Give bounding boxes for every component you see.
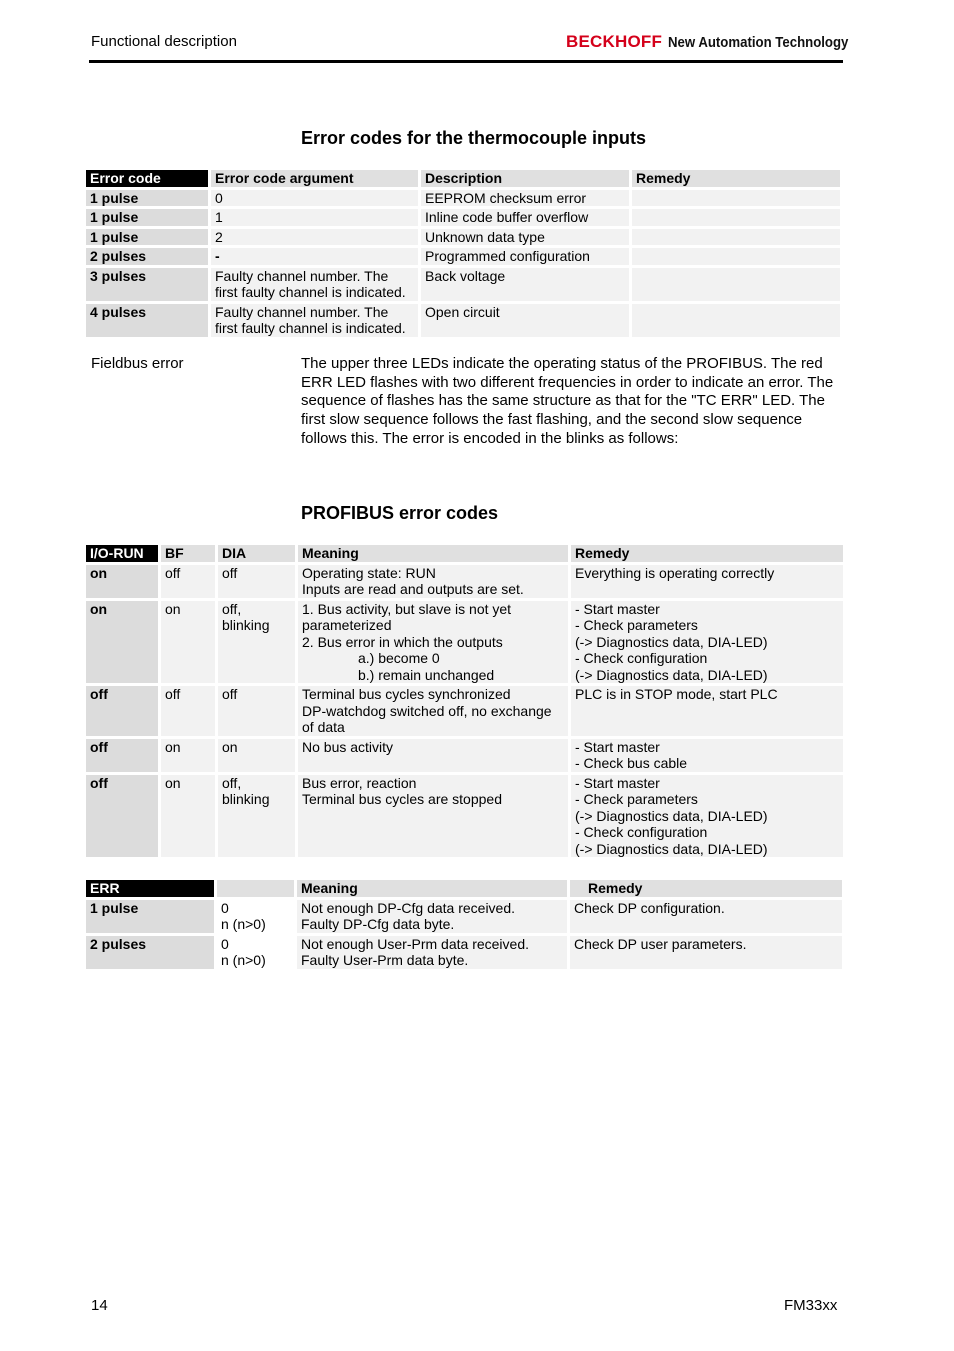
error-code-cell: 1 pulse [86, 209, 208, 226]
io-run-cell: off [86, 686, 158, 736]
table-header-row [86, 170, 840, 187]
remedy-cell: - Start master - Check parameters (-> Diagnostics data, DIA-LED) - Check configuration (-> Diagnostics data, DIA-LED) [571, 775, 843, 858]
col-header: Description [421, 170, 629, 187]
col-header: Error code argument [211, 170, 418, 187]
beckhoff-logo [566, 32, 873, 52]
argument-cell: 0 n (n>0) [217, 936, 294, 969]
table-row [86, 304, 840, 337]
io-run-cell: on [86, 601, 158, 684]
remedy-cell [632, 209, 840, 226]
profibus-section-title: PROFIBUS error codes [301, 503, 499, 523]
err-code-cell: 2 pulses [86, 936, 214, 969]
remedy-cell: - Start master - Check bus cable [571, 739, 843, 772]
bf-cell: on [161, 775, 215, 858]
err-code-cell: 1 pulse [86, 900, 214, 933]
argument-cell: - [211, 248, 418, 265]
description-cell: Unknown data type [421, 229, 629, 246]
table-header-row [86, 545, 843, 562]
col-header: Meaning [298, 545, 568, 562]
col-header: ERR [86, 880, 214, 897]
col-header: Remedy [570, 880, 842, 897]
remedy-cell [632, 268, 840, 301]
err-table [83, 877, 845, 972]
dia-cell: on [218, 739, 295, 772]
argument-cell: Faulty channel number. The first faulty channel is indicated. [211, 268, 418, 301]
meaning-cell: Not enough User-Prm data received. Faulty User-Prm data byte. [297, 936, 567, 969]
remedy-cell: Check DP configuration. [570, 900, 842, 933]
table-row [86, 936, 842, 969]
table-row [86, 190, 840, 207]
table-row [86, 268, 840, 301]
argument-cell: 0 [211, 190, 418, 207]
meaning-cell: 1. Bus activity, but slave is not yet parameterized 2. Bus error in which the outputs a.) become 0 b.) remain unchanged [298, 601, 568, 684]
error-code-cell: 1 pulse [86, 229, 208, 246]
col-header: Remedy [632, 170, 840, 187]
description-cell: Inline code buffer overflow [421, 209, 629, 226]
io-run-cell: off [86, 739, 158, 772]
dia-cell: off [218, 565, 295, 598]
logo-tagline: New Automation Technology [668, 34, 849, 51]
meaning-cell: Operating state: RUN Inputs are read and outputs are set. [298, 565, 568, 598]
dia-cell: off, blinking [218, 601, 295, 684]
io-run-cell: on [86, 565, 158, 598]
table-row [86, 739, 843, 772]
col-header: BF [161, 545, 215, 562]
meaning-cell: No bus activity [298, 739, 568, 772]
tc-section-title: Error codes for the thermocouple inputs [301, 128, 647, 148]
table-row [86, 229, 840, 246]
fieldbus-error-text: The upper three LEDs indicate the operating status of the PROFIBUS. The red ERR LED flashes with two different frequencies in order to indicate an error. The sequence of flashes has the same structure as that for the "TC ERR" LED. The first slow sequence follows the fast flashing, and the second slow sequence follows this. The error is encoded in the blinks as follows: [301, 355, 834, 447]
error-code-cell: 3 pulses [86, 268, 208, 301]
col-header: Remedy [571, 545, 843, 562]
col-header: DIA [218, 545, 295, 562]
header-rule [89, 60, 843, 63]
meaning-cell: Bus error, reaction Terminal bus cycles are stopped [298, 775, 568, 858]
table-row [86, 209, 840, 226]
error-code-cell: 2 pulses [86, 248, 208, 265]
bf-cell: on [161, 739, 215, 772]
io-run-cell: off [86, 775, 158, 858]
remedy-cell: Everything is operating correctly [571, 565, 843, 598]
remedy-cell: Check DP user parameters. [570, 936, 842, 969]
table-header-row [86, 880, 842, 897]
dia-cell: off, blinking [218, 775, 295, 858]
argument-cell: 0 n (n>0) [217, 900, 294, 933]
fieldbus-error-label: Fieldbus error [91, 355, 184, 372]
table-row [86, 565, 843, 598]
table-row [86, 686, 843, 736]
document-id: FM33xx [784, 1297, 838, 1314]
table-row [86, 601, 843, 684]
table-row [86, 900, 842, 933]
argument-cell: 1 [211, 209, 418, 226]
col-header: Meaning [297, 880, 567, 897]
remedy-cell [632, 248, 840, 265]
remedy-cell: PLC is in STOP mode, start PLC [571, 686, 843, 736]
meaning-cell: Terminal bus cycles synchronized DP-watchdog switched off, no exchange of data [298, 686, 568, 736]
error-code-cell: 1 pulse [86, 190, 208, 207]
profibus-error-table [83, 542, 846, 860]
remedy-cell [632, 229, 840, 246]
tc-error-table [83, 167, 843, 340]
error-code-cell: 4 pulses [86, 304, 208, 337]
meaning-cell: Not enough DP-Cfg data received. Faulty DP-Cfg data byte. [297, 900, 567, 933]
argument-cell: Faulty channel number. The first faulty channel is indicated. [211, 304, 418, 337]
argument-cell: 2 [211, 229, 418, 246]
col-header [217, 880, 294, 897]
description-cell: Programmed configuration [421, 248, 629, 265]
table-row [86, 248, 840, 265]
header-section-title: Functional description [91, 33, 237, 50]
bf-cell: on [161, 601, 215, 684]
description-cell: EEPROM checksum error [421, 190, 629, 207]
dia-cell: off [218, 686, 295, 736]
description-cell: Open circuit [421, 304, 629, 337]
remedy-cell: - Start master - Check parameters (-> Diagnostics data, DIA-LED) - Check configuration (-> Diagnostics data, DIA-LED) [571, 601, 843, 684]
logo-brand: BECKHOFF [566, 32, 663, 51]
description-cell: Back voltage [421, 268, 629, 301]
table-row [86, 775, 843, 858]
bf-cell: off [161, 686, 215, 736]
page-number: 14 [91, 1297, 108, 1314]
col-header: I/O-RUN [86, 545, 158, 562]
bf-cell: off [161, 565, 215, 598]
col-header: Error code [86, 170, 208, 187]
remedy-cell [632, 190, 840, 207]
remedy-cell [632, 304, 840, 337]
